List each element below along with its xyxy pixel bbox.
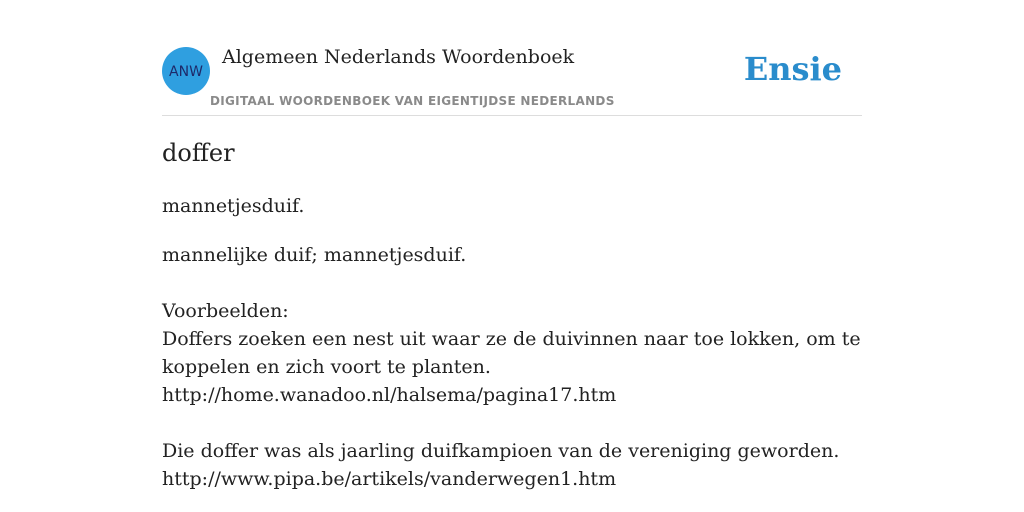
site-subtitle: DIGITAAL WOORDENBOEK VAN EIGENTIJDSE NEDERLANDS: [210, 94, 615, 108]
anw-logo[interactable]: [162, 47, 210, 95]
spacer: [162, 269, 862, 297]
spacer: [162, 409, 862, 437]
long-definition: mannelijke duif; mannetjesduif.: [162, 244, 467, 266]
short-definition: mannetjesduif.: [162, 195, 305, 217]
anw-logo-mark: [162, 47, 210, 95]
examples-label: Voorbeelden:: [162, 300, 289, 322]
long-definition-block: [162, 241, 862, 493]
logo-text: ANW: [169, 64, 203, 80]
page-container: [162, 0, 862, 490]
example-text: Doffers zoeken een nest uit waar ze de duivinnen naar toe lokken, om te: [162, 328, 861, 350]
example-text: koppelen en zich voort te planten.: [162, 356, 491, 378]
site-title[interactable]: Algemeen Nederlands Woordenboek: [222, 46, 575, 68]
entry-headword: doffer: [162, 139, 235, 167]
example-source: http://www.pipa.be/artikels/vanderwegen1.htm: [162, 468, 617, 490]
site-header: [162, 0, 862, 116]
example-source: http://home.wanadoo.nl/halsema/pagina17.htm: [162, 384, 617, 406]
ensie-brand-logo[interactable]: Ensie: [743, 50, 842, 88]
example-text: Die doffer was als jaarling duifkampioen van de vereniging geworden.: [162, 440, 840, 462]
